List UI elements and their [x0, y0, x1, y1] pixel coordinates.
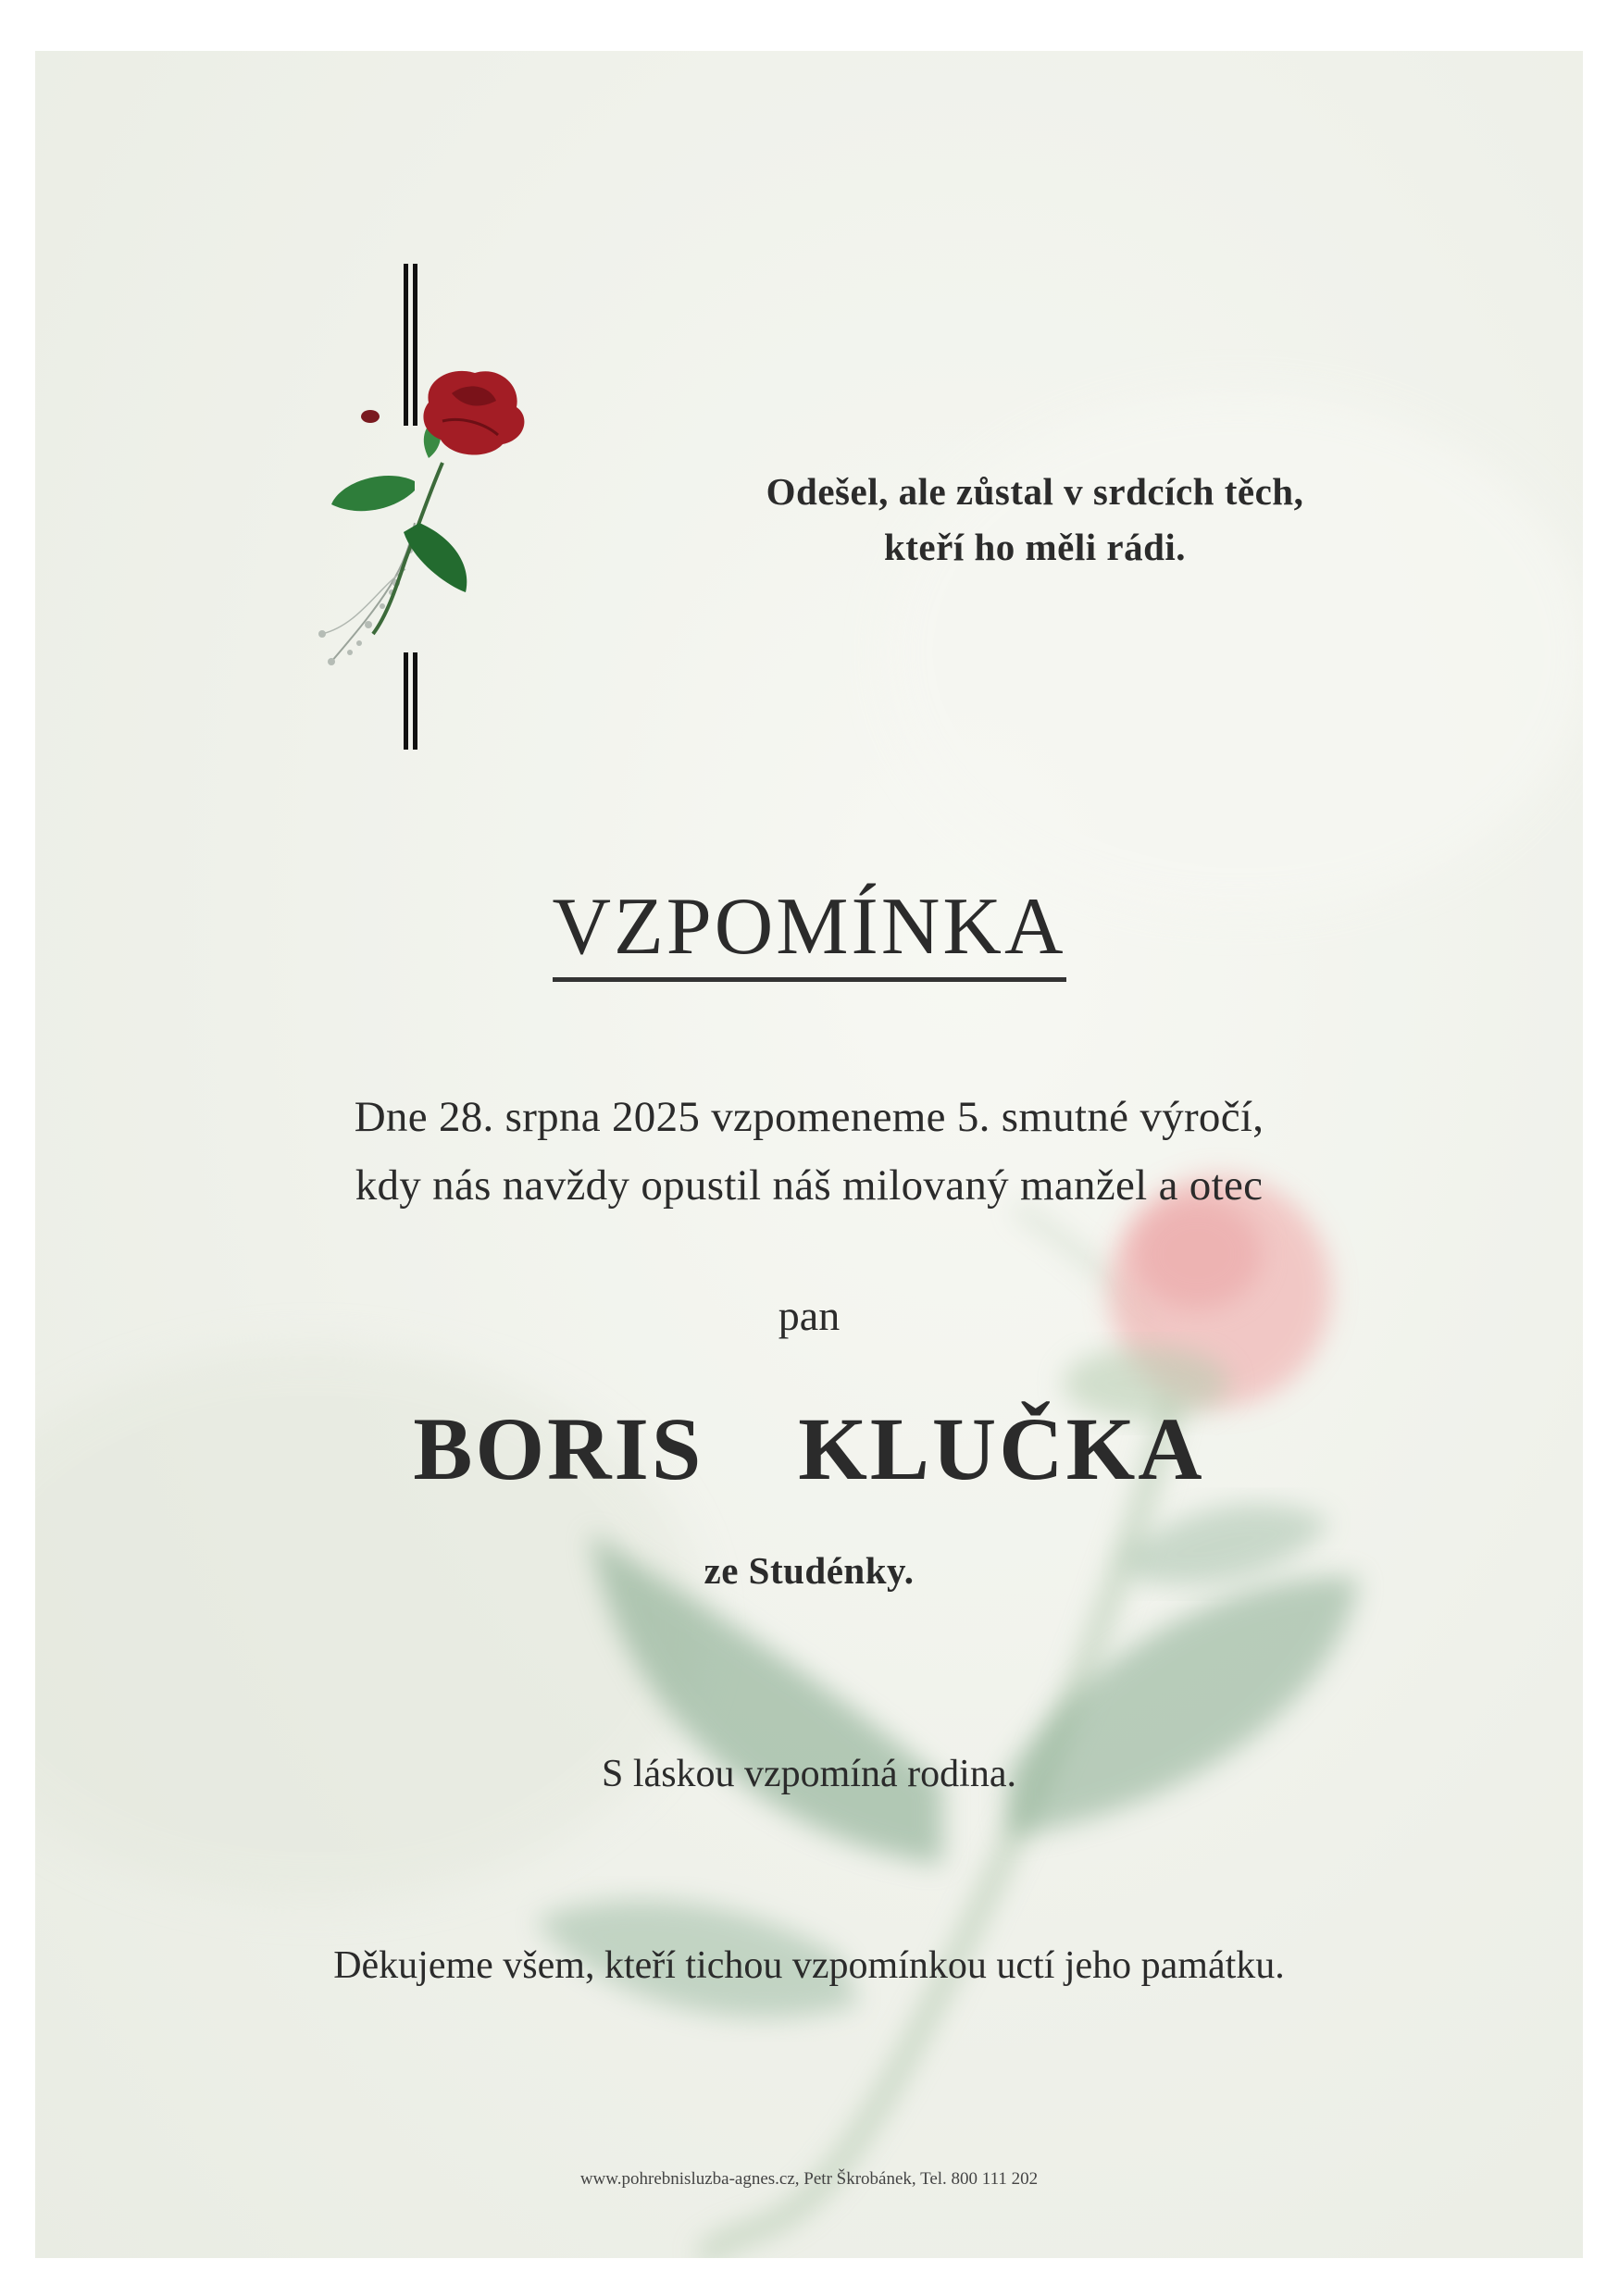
thanks-note: Děkujeme všem, kteří tichou vzpomínkou uctí jeho památku.	[333, 1944, 1285, 1987]
motto-line-1: Odešel, ale zůstal v srdcích těch,	[766, 470, 1304, 513]
intro-line-2: kdy nás navždy opustil náš milovaný manžel a otec	[355, 1161, 1264, 1210]
deceased-name: BORIS KLUČKA	[413, 1399, 1205, 1498]
page-heading	[35, 879, 1583, 982]
funeral-service-footer: www.pohrebnisluzba-agnes.cz, Petr Škrobánek, Tel. 800 111 202	[579, 2169, 1039, 2189]
intro-line-1: Dne 28. srpna 2025 vzpomeneme 5. smutné výročí,	[354, 1093, 1264, 1141]
title-prefix: pan	[778, 1292, 841, 1339]
cross-with-rose-icon	[267, 217, 563, 773]
motto-quote	[683, 464, 1387, 575]
deceased-origin: ze Studénky.	[704, 1549, 915, 1592]
intro-paragraph	[35, 1083, 1583, 1220]
motto-line-2: kteří ho měli rádi.	[883, 526, 1187, 568]
family-note: S láskou vzpomíná rodina.	[602, 1753, 1016, 1795]
paper-sheet	[35, 51, 1583, 2258]
heading-text: VZPOMÍNKA	[553, 879, 1066, 982]
